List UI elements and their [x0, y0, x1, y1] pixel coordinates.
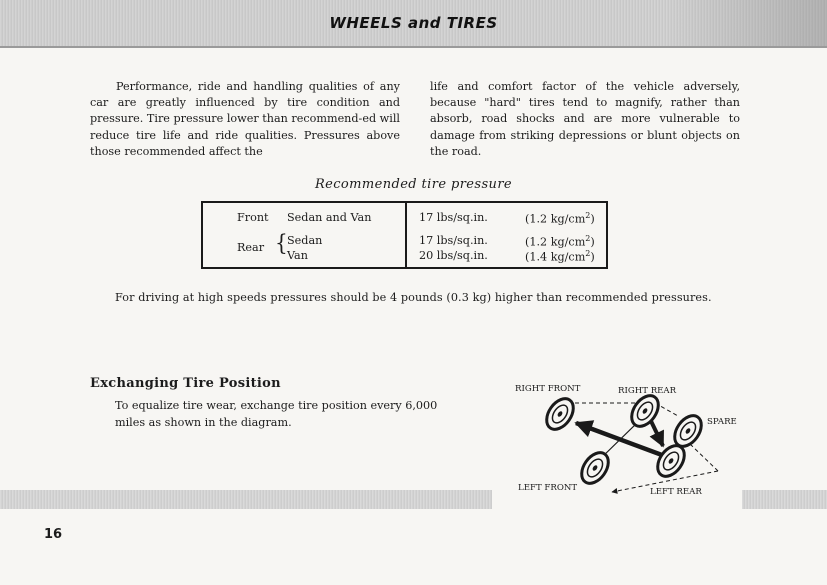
dashed-spare-down — [690, 444, 718, 471]
page-number: 16 — [44, 527, 63, 542]
intro-paragraph-right: life and comfort factor of the vehicle adversely, because "hard" tires tend to magnify, rather than absorb, road shocks and are more vulnerable to damage from striking depressions or blunt objects on the road. — [430, 80, 740, 158]
row-front-metric: (1.2 $kg/cm^2$) — [525, 211, 595, 226]
arrow-right-rear-to-left-rear — [650, 419, 663, 446]
row-rear-van-model: Van — [287, 249, 308, 262]
row-rear-sedan-psi: 17 lbs/sq.in. — [419, 234, 488, 247]
tire-pressure-table — [201, 201, 608, 269]
row-rear-van-metric: (1.4 $kg/cm^2$) — [525, 249, 595, 264]
label-right-front: RIGHT FRONT — [515, 384, 581, 394]
table-divider — [405, 203, 407, 267]
intro-paragraph-left: Performance, ride and handling qualities of any car are greatly influenced by tire condition and pressure. Tire pressure lower than recommend-ed will reduce tire life and ride qualities. Pressures above those recommended affect the — [90, 80, 400, 158]
label-left-rear: LEFT REAR — [650, 487, 702, 497]
rear-brace: { — [275, 229, 288, 257]
row-front-psi: 17 lbs/sq.in. — [419, 211, 488, 224]
section-heading: Exchanging Tire Position — [90, 376, 281, 391]
row-rear-sedan-model: Sedan — [287, 234, 323, 247]
row-rear-van-psi: 20 lbs/sq.in. — [419, 249, 488, 262]
label-spare: SPARE — [707, 417, 737, 427]
tire-rotation-diagram — [500, 376, 750, 506]
row-rear-position: Rear — [237, 241, 265, 254]
footer-band-left — [0, 490, 492, 509]
row-rear-sedan-metric: (1.2 $kg/cm^2$) — [525, 234, 595, 249]
tire-left-front-icon — [576, 448, 614, 488]
footer-band-right — [742, 490, 827, 509]
section-body: To equalize tire wear, exchange tire position every 6,000 miles as shown in the diagram. — [115, 399, 438, 429]
table-caption: Recommended tire pressure — [314, 177, 513, 192]
tire-right-front-icon — [541, 394, 579, 434]
high-speed-note: For driving at high speeds pressures should be 4 pounds (0.3 kg) higher than recommended pressures. — [115, 291, 712, 304]
label-right-rear: RIGHT REAR — [618, 386, 677, 396]
row-front-model: Sedan and Van — [287, 211, 372, 224]
tire-right-rear-icon — [626, 391, 664, 431]
page-title: WHEELS and TIRES — [329, 14, 498, 32]
row-front-position: Front — [237, 211, 269, 224]
label-left-front: LEFT FRONT — [518, 483, 578, 493]
